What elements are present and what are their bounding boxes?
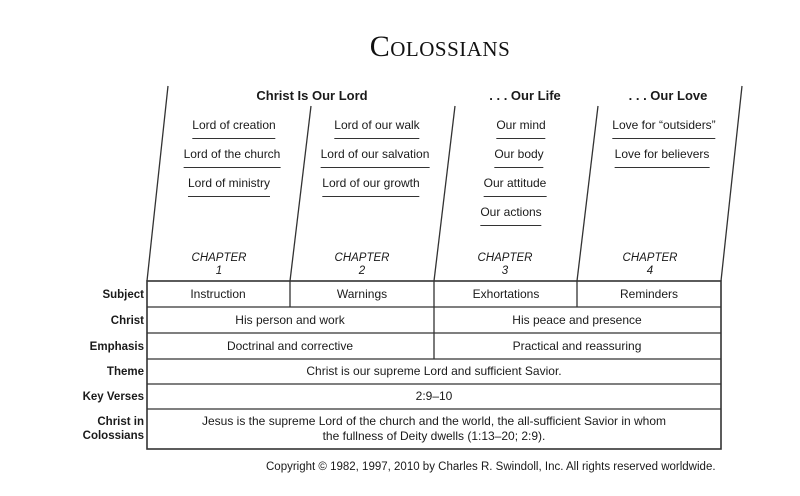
table-cell-christ-in-colossians: Jesus is the supreme Lord of the church and the world, the all-sufficient Savior in whom the fullness of Deity dwells (1:13–20; 2:9). [201, 414, 667, 443]
chapter-label-3: CHAPTER 3 [477, 252, 533, 277]
list-item: Lord of our walk [334, 118, 419, 139]
table-cell-subject-2: Warnings [336, 287, 388, 301]
list-item: Love for “outsiders” [612, 118, 715, 139]
divider-1-2 [290, 106, 311, 281]
chapter-label-4: CHAPTER 4 [622, 252, 678, 277]
table-cell-theme: Christ is our supreme Lord and sufficient Savior. [306, 364, 562, 378]
divider-2-3 [434, 106, 455, 281]
table-cell-subject-4: Reminders [619, 287, 679, 301]
list-item: Our attitude [484, 176, 547, 197]
table-cell-emphasis-2: Practical and reassuring [512, 339, 642, 353]
table-cell-key-verses: 2:9–10 [415, 389, 453, 403]
list-item: Lord of creation [192, 118, 275, 139]
row-label-key-verses: Key Verses [82, 391, 144, 403]
table-cell-christ-1: His person and work [235, 313, 345, 327]
list-item: Love for believers [615, 147, 710, 168]
divider-left [147, 86, 168, 281]
row-label-subject: Subject [102, 289, 144, 301]
divider-right [721, 86, 742, 281]
list-item: Lord of our salvation [321, 147, 430, 168]
header-our-love: . . . Our Love [628, 88, 708, 103]
row-label-theme: Theme [106, 366, 144, 378]
list-item: Our mind [496, 118, 545, 139]
table-cell-subject-1: Instruction [190, 287, 246, 301]
table-cell-christ-2: His peace and presence [512, 313, 642, 327]
list-item: Lord of our growth [322, 176, 419, 197]
table-cell-subject-3: Exhortations [472, 287, 540, 301]
list-item: Lord of the church [184, 147, 281, 168]
copyright-notice: Copyright © 1982, 1997, 2010 by Charles R. Swindoll, Inc. All rights reserved worldwide. [266, 461, 716, 473]
table-cell-emphasis-1: Doctrinal and corrective [226, 339, 354, 353]
page-title: Colossians [369, 30, 511, 63]
row-label-emphasis: Emphasis [89, 341, 144, 353]
divider-3-4 [577, 106, 598, 281]
header-christ-lord: Christ Is Our Lord [256, 88, 368, 103]
header-our-life: . . . Our Life [489, 88, 561, 103]
list-item: Our body [494, 147, 543, 168]
chapter-label-2: CHAPTER 2 [334, 252, 390, 277]
list-item: Lord of ministry [188, 176, 270, 197]
chapter-label-1: CHAPTER 1 [191, 252, 247, 277]
row-label-christ: Christ [110, 315, 144, 327]
row-label-christ-in-colossians: Christ in Colossians [82, 416, 144, 442]
list-item: Our actions [480, 205, 541, 226]
